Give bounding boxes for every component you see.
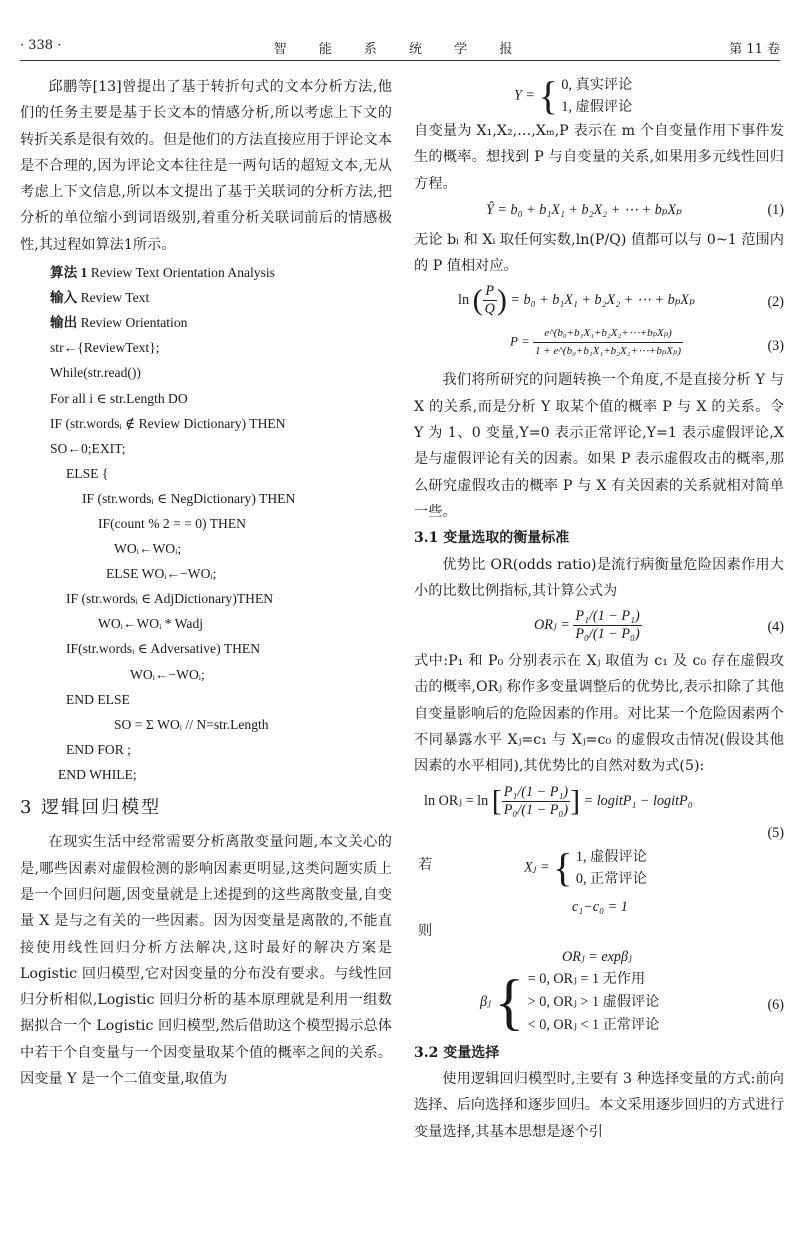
algorithm-block: [50, 260, 392, 787]
range-paragraph: 无论 bᵢ 和 Xᵢ 取任何实数,ln(P/Q) 值都可以与 0~1 范围内的 P 值相对应。: [414, 231, 784, 275]
then-word: 则: [418, 922, 433, 939]
algorithm-line: [50, 762, 392, 787]
algorithm-line: [50, 687, 392, 712]
eq2-number: (2): [767, 294, 784, 311]
algorithm-line: [50, 636, 392, 661]
algorithm-text: IF (str.wordsᵢ ∉ Review Dictionary) THEN: [50, 415, 286, 431]
page-header: [20, 38, 780, 58]
equation-5: ln ORⱼ = ln [ $\frac{\text{P₁/(1 − P₁)}}{\text{P₀/(1 − P₀)}}$ ] = logitP₁ − logitP₀ (5): [414, 780, 784, 846]
beta-case-3: < 0, ORⱼ < 1 正常评论: [527, 1016, 660, 1033]
or-exp: ORⱼ = expβⱼ: [562, 948, 632, 965]
algorithm-line: [50, 586, 392, 611]
section-title: 3 逻辑回归模型: [20, 797, 162, 819]
algorithm-line: [50, 335, 392, 360]
eq5-number: (5): [767, 824, 784, 841]
algorithm-line: [50, 662, 392, 687]
xj-case-1: 1, 虚假评论: [575, 848, 647, 865]
algorithm-text: WOᵢ←WOᵢ;: [114, 541, 182, 557]
algorithm-text: WOᵢ←−WOᵢ;: [130, 666, 205, 682]
algorithm-text: IF (str.wordsᵢ ∈ AdjDictionary)THEN: [66, 591, 274, 607]
algorithm-line: [50, 260, 392, 285]
eq5-lhs: ln ORⱼ = ln: [424, 792, 489, 809]
subsection-3-2: 3.2 变量选择: [414, 1044, 500, 1061]
eq4-frac-top: P₁/(1 − P₁): [575, 608, 640, 625]
header-rule: [20, 60, 780, 61]
algorithm-text: While(str.read()): [50, 365, 141, 381]
algorithm-line: [50, 712, 392, 737]
right-column: [414, 74, 784, 1145]
eq5-frac-bottom: P₀/(1 − P₀): [503, 801, 569, 818]
y-def-lhs: Y =: [514, 87, 536, 104]
eq4-lhs: ORⱼ =: [534, 616, 570, 633]
eq2-frac-bottom: Q: [484, 301, 495, 318]
subsection-3-1: 3.1 变量选取的衡量标准: [414, 530, 570, 547]
xj-case-2: 0, 正常评论: [575, 870, 647, 887]
algorithm-line: [50, 536, 392, 561]
eq6-number: (6): [767, 996, 784, 1013]
algorithm-text: IF(str.wordsᵢ ∈ Adversative) THEN: [66, 641, 261, 657]
equation-1: [414, 197, 784, 227]
algorithm-line: [50, 611, 392, 636]
algorithm-line: [50, 310, 392, 335]
eq4-frac-bottom: P₀/(1 − P₀): [575, 626, 640, 643]
equation-xj-definition: 若 Xⱼ = { 1, 虚假评论 0, 正常评论: [418, 844, 647, 890]
algorithm-text: WOᵢ←WOᵢ * Wadj: [98, 616, 204, 632]
algorithm-line: [50, 486, 392, 511]
algorithm-text: Review Orientation: [77, 315, 188, 331]
definition-paragraph: 式中:P₁ 和 P₀ 分别表示在 Xⱼ 取值为 c₁ 及 c₀ 存在虚假攻击的概率,ORⱼ 称作多变量调整后的优势比,表示扣除了其他自变量影响后的危险因素的作用。对比某一个危险因素两个不同暴露水平 Xⱼ=c₁ 与 Xⱼ=c₀ 的虚假攻击情况(假设其他因素的水平相同),其优势比的自然对数为式(5):: [414, 653, 784, 775]
algorithm-line: [50, 436, 392, 461]
eq2-rhs: = b₀ + b₁X₁ + b₂X₂ + ⋯ + bₚXₚ: [510, 292, 695, 309]
eq3-number: (3): [767, 338, 784, 355]
eq1-body: Ŷ = b₀ + b₁X₁ + b₂X₂ + ⋯ + bₚXₚ: [486, 201, 682, 218]
eq3-frac-top: e^(b₀+b₁X₁+b₂X₂+⋯+bₚXₚ): [533, 325, 683, 343]
algorithm-line: [50, 511, 392, 536]
y-def-case-2: 1, 虚假评论: [561, 99, 633, 115]
equation-c-diff: [414, 894, 784, 918]
algorithm-text: str←{ReviewText};: [50, 340, 160, 356]
algorithm-text: IF (str.wordsᵢ ∈ NegDictionary) THEN: [82, 490, 296, 506]
journal-name: 智 能 系 统 学 报: [273, 42, 527, 57]
algorithm-text: END FOR ;: [66, 741, 131, 757]
left-column: [20, 74, 392, 1092]
problem-paragraph: 我们将所研究的问题转换一个角度,不是直接分析 Y 与 X 的关系,而是分析 Y 取某个值的概率 P 与 X 的关系。令 Y 为 1、0 变量,Y=0 表示正常评论,Y=1 表示虚假评论,X 是与虚假评论有关的因素。如果 P 表示虚假攻击的概率,那么研究虚假攻击的概率 P 与 X 有关因素的关系就相对简单一些。: [414, 372, 784, 520]
equation-6: βⱼ { = 0, ORⱼ = 1 无作用 > 0, ORⱼ > 1 虚假评论 < 0, ORⱼ < 1 正常评论 (6): [480, 968, 784, 1037]
algorithm-text: SO←0;EXIT;: [50, 440, 126, 456]
algorithm-text: END ELSE: [66, 691, 130, 707]
algorithm-line: [50, 386, 392, 411]
algorithm-line: [50, 461, 392, 486]
algorithm-text: For all i ∈ str.Length DO: [50, 390, 188, 406]
algorithm-keyword: 输出: [50, 315, 78, 331]
algorithm-keyword: 输入: [50, 290, 78, 306]
algorithm-line: [50, 360, 392, 385]
y-def-case-1: 0, 真实评论: [561, 77, 633, 93]
eq3-lhs: P =: [510, 333, 530, 349]
algorithm-text: END WHILE;: [58, 766, 137, 782]
algorithm-line: [50, 285, 392, 310]
beta-lhs: βⱼ: [480, 993, 491, 1010]
eq2-ln: ln: [458, 292, 470, 309]
eq1-number: (1): [767, 201, 784, 218]
if-word: 若: [418, 856, 433, 873]
xj-lhs: Xⱼ =: [524, 858, 550, 875]
eq4-number: (4): [767, 619, 784, 636]
equation-or-exp: [414, 944, 784, 968]
c-diff: c₁−c₀ = 1: [572, 898, 628, 915]
odds-ratio-paragraph: 优势比 OR(odds ratio)是流行病衡量危险因素作用大小的比数比例指标,其计算公式为: [414, 556, 784, 599]
algorithm-text: Review Text: [77, 290, 150, 306]
algorithm-text: ELSE {: [66, 465, 109, 481]
algorithm-text: Review Text Orientation Analysis: [87, 265, 275, 281]
variable-selection-paragraph: 使用逻辑回归模型时,主要有 3 种选择变量的方式:前向选择、后向选择和逐步回归。本文采用逐步回归的方式进行变量选择,其基本思想是逐个引: [414, 1070, 784, 1140]
algorithm-line: [50, 561, 392, 586]
algorithm-text: ELSE WOᵢ←−WOᵢ;: [106, 566, 217, 582]
equation-y-definition: Y = { 0, 真实评论 1, 虚假评论: [514, 73, 633, 118]
eq5-rhs: = logitP₁ − logitP₀: [583, 792, 693, 809]
then-line: [414, 918, 784, 944]
beta-case-1: = 0, ORⱼ = 1 无作用: [527, 970, 646, 987]
variables-paragraph: 自变量为 X₁,X₂,…,Xₘ,P 表示在 m 个自变量作用下事件发生的概率。想找到 P 与自变量的关系,如果用多元线性回归方程。: [414, 123, 784, 192]
algorithm-text: IF(count % 2 = = 0) THEN: [98, 516, 246, 532]
algorithm-text: SO = Σ WOᵢ // N=str.Length: [114, 716, 269, 732]
algorithm-line: [50, 737, 392, 762]
eq2-frac-top: P: [483, 283, 497, 301]
intro-paragraph: 邱鹏等[13]曾提出了基于转折句式的文本分析方法,他们的任务主要是基于长文本的情感分析,所以考虑上下文的转折关系是很有效的。但是他们的方法直接应用于评论文本是不合理的,因为评论文本往往是一两句话的超短文本,无从考虑上下文信息,所以本文提出了基于关联词的分析方法,把分析的单位缩小到词语级别,着重分析关联词前后的情感极性,其过程如算法1所示。: [20, 79, 392, 253]
beta-case-2: > 0, ORⱼ > 1 虚假评论: [527, 993, 660, 1010]
page-number: · 338 ·: [20, 38, 62, 53]
equation-3: [414, 323, 784, 367]
eq3-frac-bottom: 1 + e^(b₀+b₁X₁+b₂X₂+⋯+bₚXₚ): [534, 345, 682, 358]
algorithm-keyword: 算法 1: [50, 265, 88, 281]
equation-2: ln ( $\frac{P}{Q}$ ) = b₀ + b₁X₁ + b₂X₂ + ⋯ + bₚXₚ (2): [458, 283, 784, 318]
algorithm-line: [50, 411, 392, 436]
eq5-frac-top: P₁/(1 − P₁): [503, 783, 569, 800]
equation-4: [414, 604, 784, 648]
volume-label: 第 11 卷: [729, 42, 780, 57]
section-paragraph: 在现实生活中经常需要分析离散变量问题,本文关心的是,哪些因素对虚假检测的影响因素更明显,这类问题实质上是一个回归问题,因变量就是上述提到的这些离散变量,自变量 X 是与之有关的一些因素。因为因变量是离散的,不能直接使用线性回归分析方法解决,这时最好的解决方案是 Logistic 回归模型,它对因变量的分布没有要求。与线性回归分析相似,Logistic 回归分析的基本原理就是利用一组数据拟合一个 Logistic 回归模型,然后借助这个模型揭示总体中若干个自变量与一个因变量取某个值的概率之间的关系。因变量 Y 是一个二值变量,取值为: [20, 834, 392, 1088]
